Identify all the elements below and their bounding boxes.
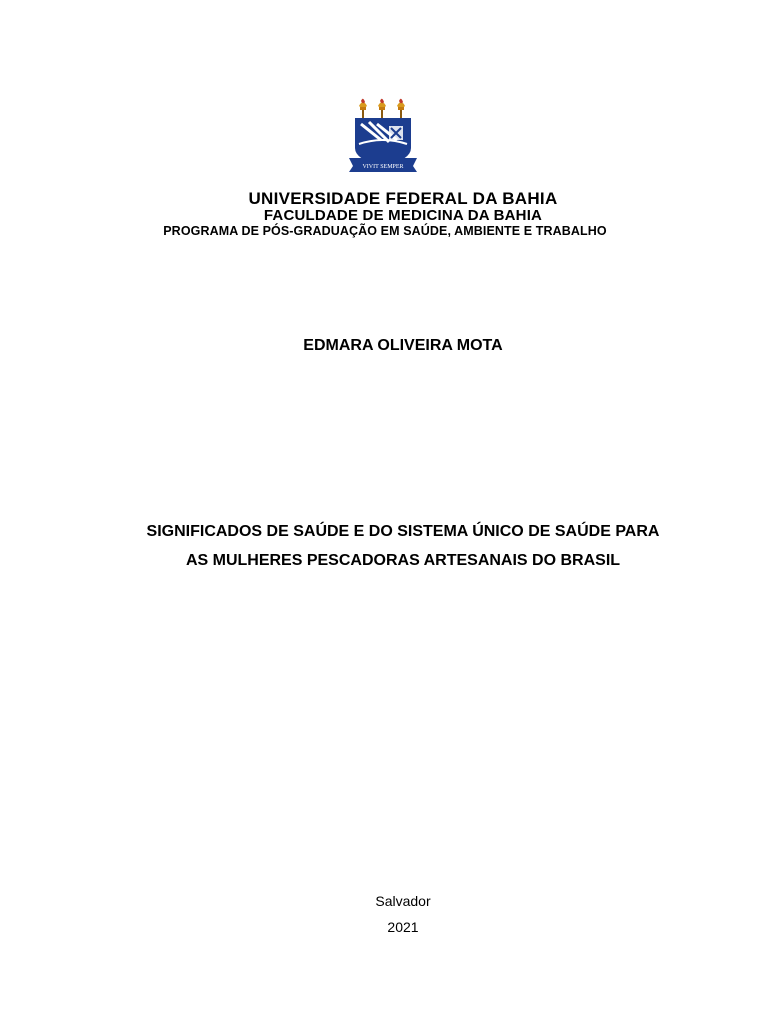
motto-ribbon: [349, 158, 417, 172]
university-crest-logo: [345, 96, 425, 176]
city: Salvador: [375, 893, 431, 909]
author-name: EDMARA OLIVEIRA MOTA: [303, 337, 503, 354]
crest-motto: VIVIT SEMPER: [362, 164, 404, 170]
thesis-title-line-1: SIGNIFICADOS DE SAÚDE E DO SISTEMA ÚNICO DE SAÚDE PARA: [146, 523, 660, 540]
thesis-title-line-2: AS MULHERES PESCADORAS ARTESANAIS DO BRASIL: [185, 552, 621, 569]
torches: [359, 99, 405, 120]
university-name: UNIVERSIDADE FEDERAL DA BAHIA: [248, 189, 558, 208]
program-name: PROGRAMA DE PÓS-GRADUAÇÃO EM SAÚDE, AMBIENTE E TRABALHO: [163, 224, 607, 238]
faculty-name: FACULDADE DE MEDICINA DA BAHIA: [263, 207, 543, 224]
year: 2021: [387, 919, 419, 935]
